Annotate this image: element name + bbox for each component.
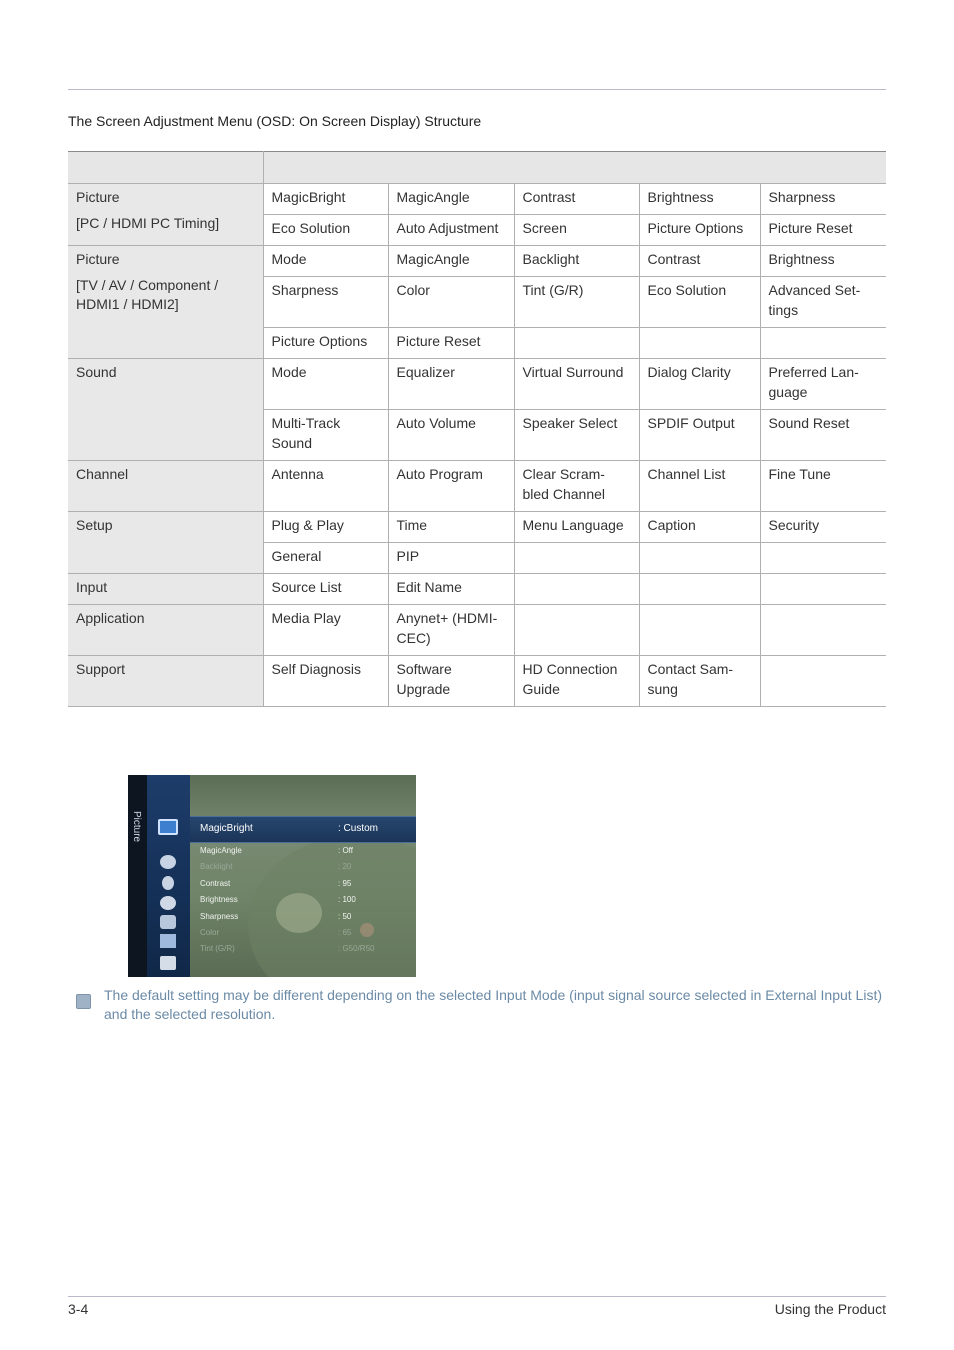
menu-cell: [68, 512, 263, 574]
table-cell: Picture Reset: [388, 328, 514, 359]
picture-icon[interactable]: [158, 819, 178, 835]
osd-item-value: : 20: [338, 862, 352, 871]
table-cell: Speaker Select: [514, 410, 639, 461]
table-cell: Media Play: [263, 605, 388, 656]
background-leaf: [248, 835, 416, 977]
table-cell: Antenna: [263, 461, 388, 512]
table-cell: General: [263, 543, 388, 574]
menu-cell: [68, 605, 263, 656]
table-cell: Edit Name: [388, 574, 514, 605]
table-cell: Equalizer: [388, 359, 514, 410]
osd-rail-label: Picture: [131, 811, 142, 843]
table-cell: PIP: [388, 543, 514, 574]
table-cell: [514, 605, 639, 656]
table-cell: MagicAngle: [388, 184, 514, 215]
menu-name: Channel: [76, 466, 129, 482]
osd-item-value: : 50: [338, 912, 352, 921]
page-number: 3-4: [68, 1301, 89, 1317]
table-header-menu: [68, 152, 263, 184]
menu-name: Application: [76, 610, 145, 626]
table-cell: Auto Adjustment: [388, 215, 514, 246]
table-cell: [514, 574, 639, 605]
table-row: [68, 574, 886, 605]
table-cell: [760, 543, 886, 574]
table-cell: Caption: [639, 512, 760, 543]
table-cell: [514, 543, 639, 574]
table-cell: Sharpness: [760, 184, 886, 215]
menu-cell: [68, 656, 263, 707]
application-icon[interactable]: [160, 934, 176, 948]
table-row: [68, 512, 886, 543]
table-cell: Picture Reset: [760, 215, 886, 246]
table-cell: [639, 543, 760, 574]
table-header-row: [68, 152, 886, 184]
table-cell: Plug & Play: [263, 512, 388, 543]
menu-name: Setup: [76, 517, 113, 533]
table-cell: Virtual Surround: [514, 359, 639, 410]
table-row: [68, 605, 886, 656]
menu-name: Input: [76, 579, 108, 595]
table-cell: Screen: [514, 215, 639, 246]
input-icon[interactable]: [160, 915, 176, 929]
menu-cell: [68, 359, 263, 461]
table-cell: Sharpness: [263, 277, 388, 328]
section-title: The Screen Adjustment Menu (OSD: On Screen Display) Structure: [68, 113, 482, 129]
table-cell: Clear Scram-bled Channel: [514, 461, 639, 512]
osd-selected-value: : Custom: [338, 823, 379, 834]
table-cell: Color: [388, 277, 514, 328]
table-cell: Sound Reset: [760, 410, 886, 461]
table-cell: Preferred Lan-guage: [760, 359, 886, 410]
menu-sub: [PC / HDMI PC Timing]: [76, 214, 220, 231]
table-cell: Fine Tune: [760, 461, 886, 512]
table-cell: SPDIF Output: [639, 410, 760, 461]
table-cell: [760, 656, 886, 707]
menu-cell: [68, 461, 263, 512]
table-cell: [760, 574, 886, 605]
osd-item-label[interactable]: MagicAngle: [200, 846, 242, 855]
menu-cell: [68, 184, 263, 246]
table-row: [68, 656, 886, 707]
table-cell: Eco Solution: [639, 277, 760, 328]
menu-name: Picture: [76, 189, 120, 205]
osd-item-value: : 95: [338, 879, 352, 888]
table-cell: Self Diagnosis: [263, 656, 388, 707]
table-row: [68, 184, 886, 215]
bottom-rule: [68, 1296, 886, 1297]
osd-icon-bar: [147, 775, 190, 977]
background-blossom: [360, 923, 374, 937]
table-cell: [760, 605, 886, 656]
menu-cell: [68, 246, 263, 359]
table-cell: Advanced Set-tings: [760, 277, 886, 328]
osd-item-label[interactable]: Brightness: [200, 895, 238, 904]
gear-icon[interactable]: [160, 896, 176, 910]
table-cell: Contrast: [639, 246, 760, 277]
table-cell: Auto Volume: [388, 410, 514, 461]
table-cell: Brightness: [639, 184, 760, 215]
osd-selected-item[interactable]: [190, 816, 416, 843]
menu-cell: [68, 574, 263, 605]
osd-structure-table: [68, 151, 886, 707]
table-row: [68, 359, 886, 410]
support-icon[interactable]: [160, 956, 176, 970]
sound-icon[interactable]: [160, 855, 176, 869]
table-cell: Anynet+ (HDMI-CEC): [388, 605, 514, 656]
background-frog: [276, 893, 322, 933]
table-cell: Multi-Track Sound: [263, 410, 388, 461]
note-text: The default setting may be different depending on the selected Input Mode (input signal source selected in External Input List) and the selected resolution.: [104, 987, 883, 1022]
table-cell: HD Connection Guide: [514, 656, 639, 707]
table-cell: Time: [388, 512, 514, 543]
table-cell: MagicAngle: [388, 246, 514, 277]
osd-item-value: : 100: [338, 895, 356, 904]
table-cell: Contrast: [514, 184, 639, 215]
table-row: [68, 246, 886, 277]
note-icon: [76, 994, 91, 1009]
menu-sub: [TV / AV / Component / HDMI1 / HDMI2]: [76, 276, 219, 312]
table-cell: Source List: [263, 574, 388, 605]
table-cell: Picture Options: [263, 328, 388, 359]
table-header-submenu: [263, 152, 886, 184]
table-cell: Security: [760, 512, 886, 543]
osd-selected-label: MagicBright: [200, 823, 253, 834]
table-cell: [760, 328, 886, 359]
top-rule: [68, 89, 886, 90]
osd-item-value: : G50/R50: [338, 944, 375, 953]
menu-name: Support: [76, 661, 126, 677]
osd-item-label: Tint (G/R): [200, 944, 235, 953]
table-cell: [639, 328, 760, 359]
table-cell: [514, 328, 639, 359]
table-cell: Backlight: [514, 246, 639, 277]
osd-item-label: Backlight: [200, 862, 233, 871]
table-cell: Menu Language: [514, 512, 639, 543]
menu-name: Picture: [76, 251, 120, 267]
table-cell: Mode: [263, 359, 388, 410]
chapter-title: Using the Product: [774, 1301, 886, 1317]
table-cell: Auto Program: [388, 461, 514, 512]
table-cell: Software Upgrade: [388, 656, 514, 707]
osd-item-value: : 65: [338, 928, 352, 937]
table-cell: Brightness: [760, 246, 886, 277]
menu-name: Sound: [76, 364, 117, 380]
osd-screenshot: [128, 775, 416, 977]
table-cell: Mode: [263, 246, 388, 277]
table-cell: Dialog Clarity: [639, 359, 760, 410]
osd-item-value: : Off: [338, 846, 353, 855]
table-cell: [639, 605, 760, 656]
osd-item-label: Color: [200, 928, 220, 937]
table-cell: Channel List: [639, 461, 760, 512]
table-cell: MagicBright: [263, 184, 388, 215]
table-cell: Tint (G/R): [514, 277, 639, 328]
table-row: [68, 461, 886, 512]
osd-side-rail: [128, 775, 147, 977]
osd-item-label[interactable]: Sharpness: [200, 912, 239, 921]
channel-icon[interactable]: [162, 876, 174, 890]
osd-item-label[interactable]: Contrast: [200, 879, 231, 888]
table-cell: Eco Solution: [263, 215, 388, 246]
table-cell: [639, 574, 760, 605]
table-cell: Picture Options: [639, 215, 760, 246]
table-cell: Contact Sam-sung: [639, 656, 760, 707]
